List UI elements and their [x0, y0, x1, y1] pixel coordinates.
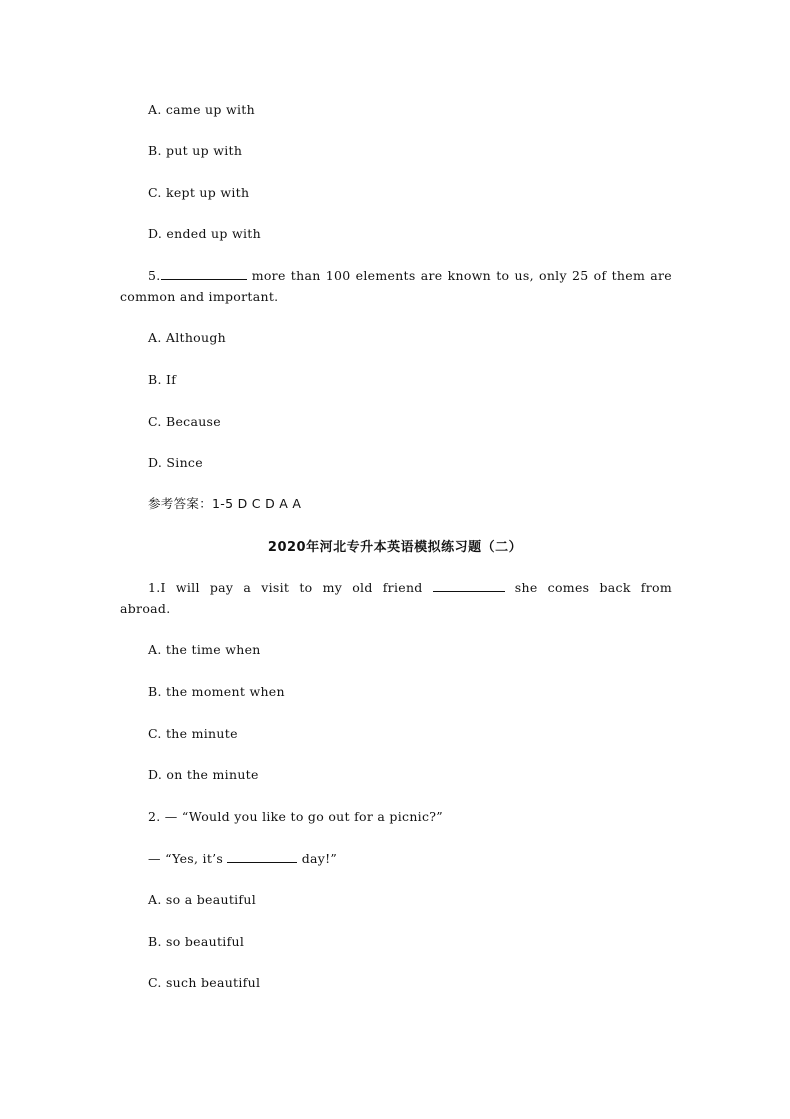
s2q2-line2-a: — “Yes, it’s — [148, 851, 228, 866]
s2q1-text-a: I will pay a visit to my old friend — [160, 580, 433, 595]
answer-key: 参考答案：1-5 D C D A A — [148, 496, 302, 511]
s2q2-line2-b: day!” — [297, 851, 338, 866]
s2q1-stem — [120, 577, 672, 619]
q5-blank — [161, 267, 247, 280]
s2q1-blank — [433, 579, 505, 592]
s2q1-option-a: A. the time when — [148, 642, 261, 657]
s2q2-line2 — [148, 850, 337, 866]
s2q1-option-c: C. the minute — [148, 726, 238, 741]
s2q2-blank — [227, 850, 297, 863]
s2q2-option-b: B. so beautiful — [148, 934, 245, 949]
q5-option-d: D. Since — [148, 455, 203, 470]
q4-option-b: B. put up with — [148, 143, 243, 158]
s2q2-option-a: A. so a beautiful — [148, 892, 257, 907]
q4-option-c: C. kept up with — [148, 185, 250, 200]
s2q1-text-b: she comes back from — [504, 580, 672, 595]
s2q1-option-b: B. the moment when — [148, 684, 285, 699]
q5-option-a: A. Although — [148, 330, 227, 345]
q5-text-a: more than 100 elements are known to us, only 25 of them are — [246, 268, 672, 283]
q5-stem-line1 — [120, 265, 672, 286]
q4-option-a: A. came up with — [148, 102, 255, 117]
s2q1-stem-line1 — [120, 577, 672, 598]
q5-text-b: common and important. — [120, 289, 279, 304]
q4-option-d: D. ended up with — [148, 226, 261, 241]
s2q1-option-d: D. on the minute — [148, 767, 259, 782]
section-title: 2020年河北专升本英语模拟练习题（二） — [267, 540, 523, 555]
s2q1-number: 1. — [148, 580, 161, 595]
s2q2-option-c: C. such beautiful — [148, 975, 261, 990]
s2q1-text-c: abroad. — [120, 601, 171, 616]
q5-option-c: C. Because — [148, 414, 221, 429]
s2q2-line1: 2. — “Would you like to go out for a picnic?” — [148, 809, 443, 824]
q5-stem — [120, 265, 672, 307]
q5-option-b: B. If — [148, 372, 177, 387]
q5-number: 5. — [148, 268, 161, 283]
